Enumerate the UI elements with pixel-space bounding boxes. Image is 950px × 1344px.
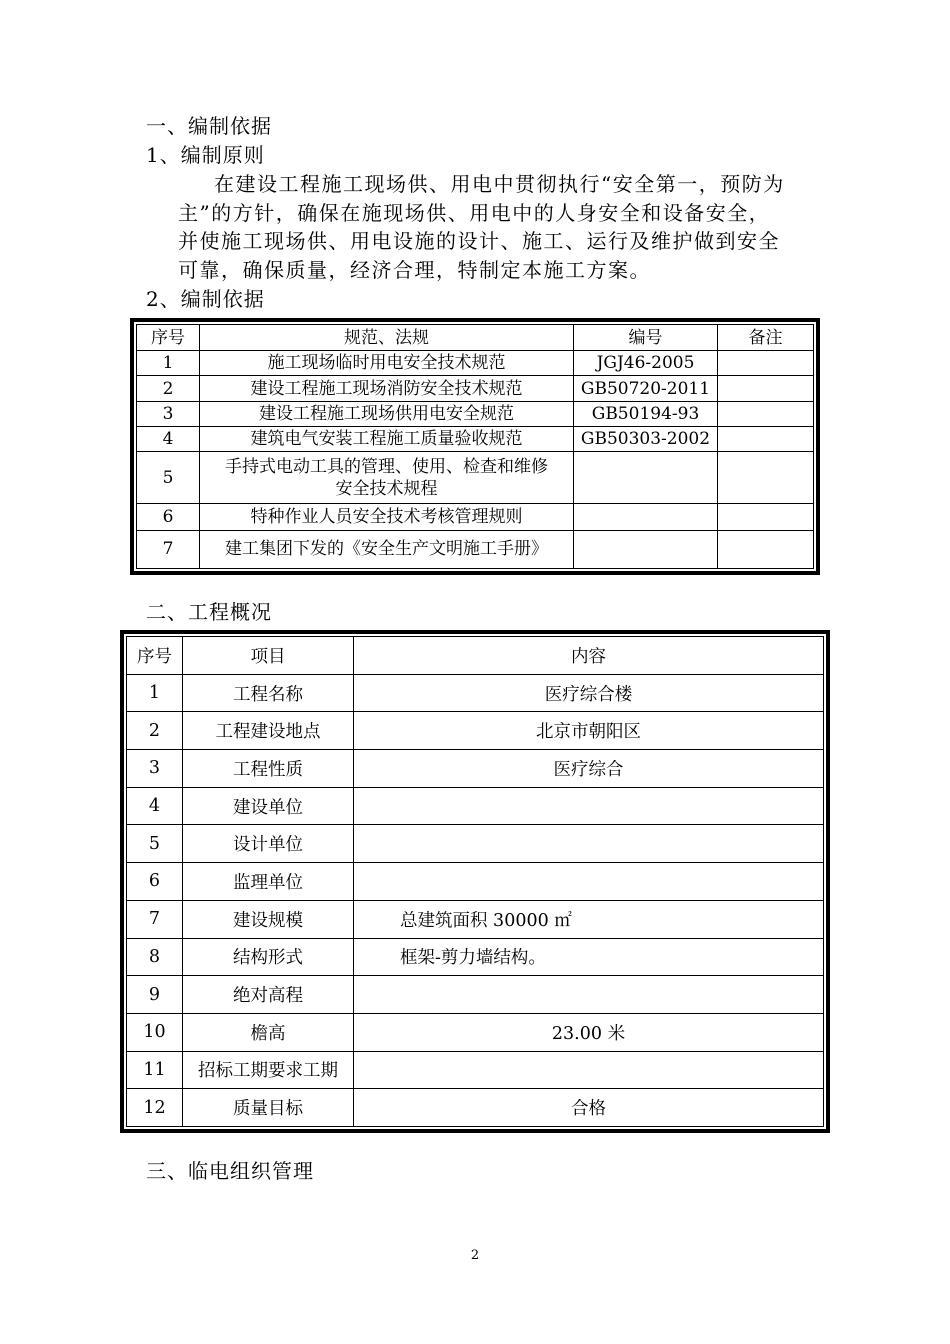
regulation-name-line: 手持式电动工具的管理、使用、检查和维修	[225, 456, 548, 477]
header-cell: 项目	[183, 637, 354, 675]
item-cell: 工程建设地点	[183, 712, 354, 750]
content-cell: 总建筑面积 30000 ㎡	[354, 900, 824, 938]
overview-table	[126, 636, 824, 1127]
content-cell: 北京市朝阳区	[354, 712, 824, 750]
header-cell: 备注	[718, 325, 814, 351]
principle-paragraph	[178, 170, 818, 284]
overview-table-frame	[120, 630, 830, 1133]
row-number-cell: 10	[127, 1013, 183, 1051]
content-cell: 23.00 米	[354, 1013, 824, 1051]
regulation-name-line: 施工现场临时用电安全技术规范	[267, 353, 506, 374]
row-number-cell: 12	[127, 1089, 183, 1127]
table-row	[137, 426, 814, 451]
regulation-name-line: 特种作业人员安全技术考核管理规则	[250, 507, 523, 528]
regulation-note-cell	[718, 452, 814, 504]
item-cell: 绝对高程	[183, 976, 354, 1014]
section3-title: 三、临电组织管理	[146, 1159, 314, 1183]
regulation-note-cell	[718, 351, 814, 376]
row-number-cell: 6	[127, 863, 183, 901]
regulation-code-cell: GB50194-93	[574, 401, 718, 426]
table-row	[137, 351, 814, 376]
regulation-name-line: 建设工程施工现场消防安全技术规范	[250, 378, 523, 399]
table-row	[137, 376, 814, 401]
table-row	[127, 938, 824, 976]
row-number-cell: 2	[127, 712, 183, 750]
regulation-code-cell: JGJ46-2005	[574, 351, 718, 376]
subsection1-title: 1、编制原则	[146, 143, 265, 167]
item-cell: 质量目标	[183, 1089, 354, 1127]
item-cell: 监理单位	[183, 863, 354, 901]
regulation-note-cell	[718, 504, 814, 530]
regulation-code-cell	[574, 530, 718, 568]
principle-line: 在建设工程施工现场供、用电中贯彻执行“安全第一，预防为	[214, 172, 785, 196]
table-row	[127, 1013, 824, 1051]
item-cell: 设计单位	[183, 825, 354, 863]
row-number-cell: 11	[127, 1051, 183, 1089]
subsection2-title: 2、编制依据	[146, 287, 265, 311]
item-cell: 招标工期要求工期	[183, 1051, 354, 1089]
section1-title: 一、编制依据	[146, 114, 272, 138]
table-row	[127, 712, 824, 750]
header-cell: 规范、法规	[200, 325, 574, 351]
header-cell: 编号	[574, 325, 718, 351]
regulation-note-cell	[718, 376, 814, 401]
content-cell	[354, 825, 824, 863]
regulation-note-cell	[718, 401, 814, 426]
regulations-table	[136, 324, 814, 569]
header-cell: 内容	[354, 637, 824, 675]
content-cell	[354, 976, 824, 1014]
content-cell: 框架-剪力墙结构。	[354, 938, 824, 976]
row-number-cell: 7	[127, 900, 183, 938]
row-number-cell: 4	[137, 426, 200, 451]
regulation-note-cell	[718, 530, 814, 568]
section2-title: 二、工程概况	[146, 600, 272, 624]
row-number-cell: 9	[127, 976, 183, 1014]
row-number-cell: 5	[137, 452, 200, 504]
table-row	[127, 863, 824, 901]
content-cell	[354, 863, 824, 901]
content-cell: 医疗综合楼	[354, 674, 824, 712]
table-header-row	[127, 637, 824, 675]
regulation-name-cell	[200, 376, 574, 401]
item-cell: 工程性质	[183, 750, 354, 788]
table-row	[137, 401, 814, 426]
regulation-name-cell	[200, 530, 574, 568]
regulation-name-cell	[200, 452, 574, 504]
regulation-code-cell: GB50720-2011	[574, 376, 718, 401]
regulation-name-line: 建工集团下发的《安全生产文明施工手册》	[225, 539, 548, 560]
regulation-note-cell	[718, 426, 814, 451]
table-row	[127, 1089, 824, 1127]
row-number-cell: 3	[137, 401, 200, 426]
row-number-cell: 6	[137, 504, 200, 530]
regulation-name-cell	[200, 401, 574, 426]
table-header-row	[137, 325, 814, 351]
row-number-cell: 4	[127, 787, 183, 825]
content-cell: 合格	[354, 1089, 824, 1127]
row-number-cell: 2	[137, 376, 200, 401]
content-cell	[354, 787, 824, 825]
regulation-name-line: 安全技术规程	[335, 478, 438, 499]
table-row	[127, 1051, 824, 1089]
table-row	[137, 504, 814, 530]
table-row	[137, 530, 814, 568]
regulation-name-line: 建筑电气安装工程施工质量验收规范	[250, 428, 523, 449]
row-number-cell: 5	[127, 825, 183, 863]
item-cell: 檐高	[183, 1013, 354, 1051]
table-row	[137, 452, 814, 504]
regulation-code-cell	[574, 504, 718, 530]
row-number-cell: 7	[137, 530, 200, 568]
row-number-cell: 8	[127, 938, 183, 976]
item-cell: 建设单位	[183, 787, 354, 825]
table-row	[127, 900, 824, 938]
item-cell: 结构形式	[183, 938, 354, 976]
row-number-cell: 1	[137, 351, 200, 376]
table-row	[127, 787, 824, 825]
page-number: 2	[470, 1248, 480, 1263]
principle-line: 并使施工现场供、用电设施的设计、施工、运行及维护做到安全	[178, 229, 780, 253]
principle-line: 主”的方针，确保在施现场供、用电中的人身安全和设备安全，	[178, 200, 771, 225]
regulation-name-cell	[200, 351, 574, 376]
table-row	[127, 750, 824, 788]
table-row	[127, 825, 824, 863]
item-cell: 建设规模	[183, 900, 354, 938]
content-cell: 医疗综合	[354, 750, 824, 788]
regulation-code-cell	[574, 452, 718, 504]
regulation-name-cell	[200, 504, 574, 530]
regulations-table-frame	[130, 318, 820, 575]
header-cell: 序号	[127, 637, 183, 675]
regulation-name-cell	[200, 426, 574, 451]
principle-line: 可靠，确保质量，经济合理，特制定本施工方案。	[178, 257, 651, 282]
regulation-name-line: 建设工程施工现场供用电安全规范	[259, 403, 514, 424]
table-row	[127, 976, 824, 1014]
content-cell	[354, 1051, 824, 1089]
regulation-code-cell: GB50303-2002	[574, 426, 718, 451]
row-number-cell: 1	[127, 674, 183, 712]
table-row	[127, 674, 824, 712]
row-number-cell: 3	[127, 750, 183, 788]
item-cell: 工程名称	[183, 674, 354, 712]
header-cell: 序号	[137, 325, 200, 351]
